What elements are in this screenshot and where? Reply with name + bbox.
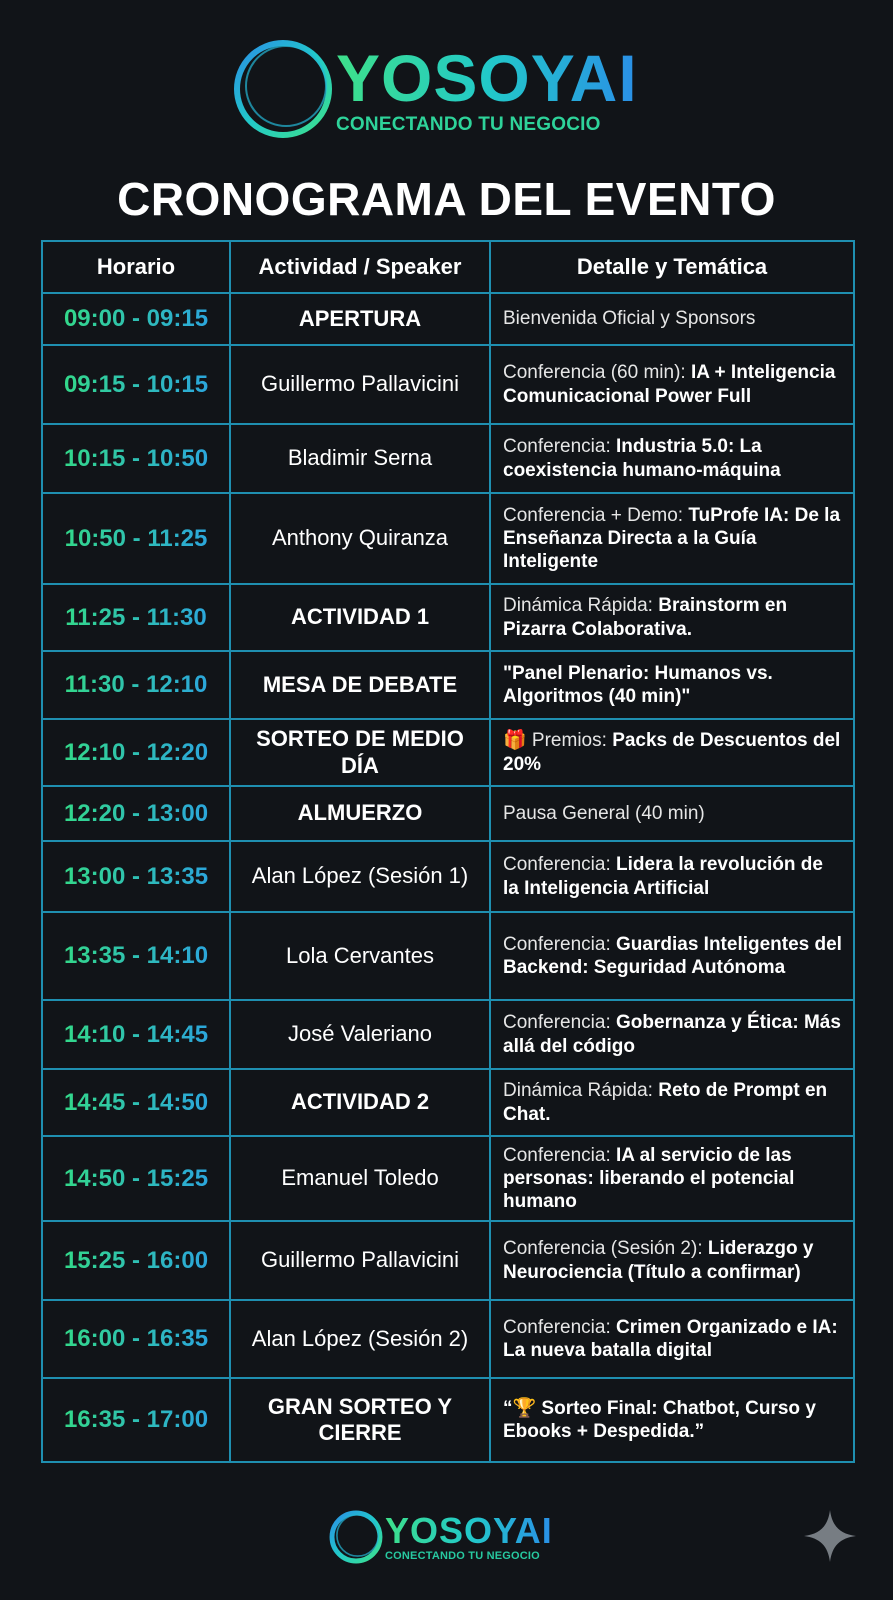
table-row [42, 345, 854, 424]
detail-topic: Packs de Descuentos del 20% [503, 730, 841, 775]
row-detail [490, 1136, 854, 1221]
row-time: 09:15 - 10:15 [42, 345, 230, 424]
detail-topic: IA + Inteligencia Comunicacional Power Full [503, 362, 836, 407]
page-title: CRONOGRAMA DEL EVENTO [117, 173, 776, 225]
detail-topic: TuProfe IA: De la Enseñanza Directa a la Guía Inteligente [503, 504, 841, 573]
header-detalle: Detalle y Temática [490, 241, 854, 293]
detail-lead: Conferencia + Demo: [503, 504, 689, 526]
detail-lead: Dinámica Rápida: [503, 1080, 659, 1102]
brand-name: YOSOYAI [385, 1509, 553, 1551]
row-time: 14:50 - 15:25 [42, 1136, 230, 1221]
row-detail [490, 786, 854, 841]
row-activity: SORTEO DE MEDIO DÍA [230, 719, 490, 786]
table-row [42, 912, 854, 1000]
row-detail [490, 493, 854, 584]
row-activity: APERTURA [230, 293, 490, 345]
footer-logo [326, 1507, 553, 1567]
sparkle-icon [802, 1508, 858, 1564]
table-row [42, 1069, 854, 1136]
header-actividad: Actividad / Speaker [230, 241, 490, 293]
row-time: 12:10 - 12:20 [42, 719, 230, 786]
detail-topic: Lidera la revolución de la Inteligencia Artificial [503, 854, 823, 899]
row-detail [490, 293, 854, 345]
row-detail [490, 424, 854, 493]
row-activity: Alan López (Sesión 1) [230, 841, 490, 912]
ring-logo-icon [326, 1507, 386, 1567]
detail-topic: Guardias Inteligentes del Backend: Seguridad Autónoma [503, 933, 842, 978]
row-activity: Bladimir Serna [230, 424, 490, 493]
detail-topic: Reto de Prompt en Chat. [503, 1080, 828, 1125]
detail-topic: Liderazgo y Neurociencia (Título a confirmar) [503, 1238, 814, 1283]
table-row [42, 424, 854, 493]
detail-topic: Industria 5.0: La coexistencia humano-máquina [503, 436, 781, 481]
detail-lead: Conferencia (Sesión 2): [503, 1238, 708, 1260]
detail-lead: Conferencia (60 min): [503, 362, 691, 384]
row-time: 16:00 - 16:35 [42, 1300, 230, 1378]
header-horario: Horario [42, 241, 230, 293]
table-row [42, 1136, 854, 1221]
detail-lead: Conferencia: [503, 933, 617, 955]
row-activity: Alan López (Sesión 2) [230, 1300, 490, 1378]
row-time: 16:35 - 17:00 [42, 1378, 230, 1462]
row-detail [490, 912, 854, 1000]
row-activity: GRAN SORTEO Y CIERRE [230, 1378, 490, 1462]
detail-lead: Conferencia: [503, 1316, 617, 1338]
detail-lead: Conferencia: [503, 436, 617, 458]
table-row [42, 493, 854, 584]
row-time: 12:20 - 13:00 [42, 786, 230, 841]
row-activity: ACTIVIDAD 1 [230, 584, 490, 651]
brand-tagline: CONECTANDO TU NEGOCIO [385, 1549, 540, 1562]
row-detail [490, 345, 854, 424]
row-detail [490, 841, 854, 912]
row-time: 13:00 - 13:35 [42, 841, 230, 912]
row-detail [490, 1300, 854, 1378]
detail-topic: Brainstorm en Pizarra Colaborativa. [503, 595, 788, 640]
detail-topic: "Panel Plenario: Humanos vs. Algoritmos (40 min)" [503, 662, 773, 707]
table-row [42, 293, 854, 345]
row-activity: José Valeriano [230, 1000, 490, 1069]
table-row [42, 719, 854, 786]
row-detail [490, 1221, 854, 1300]
row-time: 11:30 - 12:10 [42, 651, 230, 719]
table-row [42, 1000, 854, 1069]
row-activity: Lola Cervantes [230, 912, 490, 1000]
detail-topic: Crimen Organizado e IA: La nueva batalla digital [503, 1316, 838, 1361]
row-detail [490, 1000, 854, 1069]
table-row [42, 841, 854, 912]
row-detail [490, 1378, 854, 1462]
detail-topic: IA al servicio de las personas: liberando el potencial humano [503, 1144, 795, 1213]
table-header-row [42, 241, 854, 293]
brand-name: YOSOYAI [336, 40, 638, 115]
table-row [42, 1221, 854, 1300]
row-activity: ALMUERZO [230, 786, 490, 841]
row-activity: Guillermo Pallavicini [230, 1221, 490, 1300]
detail-lead: 🎁 Premios: [503, 730, 613, 752]
row-time: 13:35 - 14:10 [42, 912, 230, 1000]
row-activity: Anthony Quiranza [230, 493, 490, 584]
row-time: 09:00 - 09:15 [42, 293, 230, 345]
row-detail [490, 1069, 854, 1136]
table-row [42, 1378, 854, 1462]
detail-topic: Gobernanza y Ética: Más allá del código [503, 1012, 841, 1057]
table-row [42, 651, 854, 719]
table-row [42, 786, 854, 841]
row-time: 14:10 - 14:45 [42, 1000, 230, 1069]
row-time: 10:50 - 11:25 [42, 493, 230, 584]
row-time: 10:15 - 10:50 [42, 424, 230, 493]
row-detail [490, 584, 854, 651]
row-time: 15:25 - 16:00 [42, 1221, 230, 1300]
detail-lead: Conferencia: [503, 1012, 617, 1034]
ring-logo-icon [228, 34, 338, 144]
detail-lead: Conferencia: [503, 854, 617, 876]
table-row [42, 584, 854, 651]
detail-lead: Dinámica Rápida: [503, 595, 659, 617]
detail-topic: “🏆 Sorteo Final: Chatbot, Curso y Ebooks + Despedida.” [503, 1397, 816, 1442]
row-activity: ACTIVIDAD 2 [230, 1069, 490, 1136]
row-activity: Guillermo Pallavicini [230, 345, 490, 424]
schedule-table [41, 240, 855, 1463]
table-row [42, 1300, 854, 1378]
brand-tagline: CONECTANDO TU NEGOCIO [336, 113, 601, 135]
detail-lead: Bienvenida Oficial y Sponsors [503, 308, 756, 330]
row-activity: MESA DE DEBATE [230, 651, 490, 719]
header-logo [228, 34, 638, 144]
detail-lead: Conferencia: [503, 1144, 617, 1166]
detail-lead: Pausa General (40 min) [503, 802, 705, 824]
row-detail [490, 651, 854, 719]
row-activity: Emanuel Toledo [230, 1136, 490, 1221]
row-detail [490, 719, 854, 786]
row-time: 14:45 - 14:50 [42, 1069, 230, 1136]
row-time: 11:25 - 11:30 [42, 584, 230, 651]
